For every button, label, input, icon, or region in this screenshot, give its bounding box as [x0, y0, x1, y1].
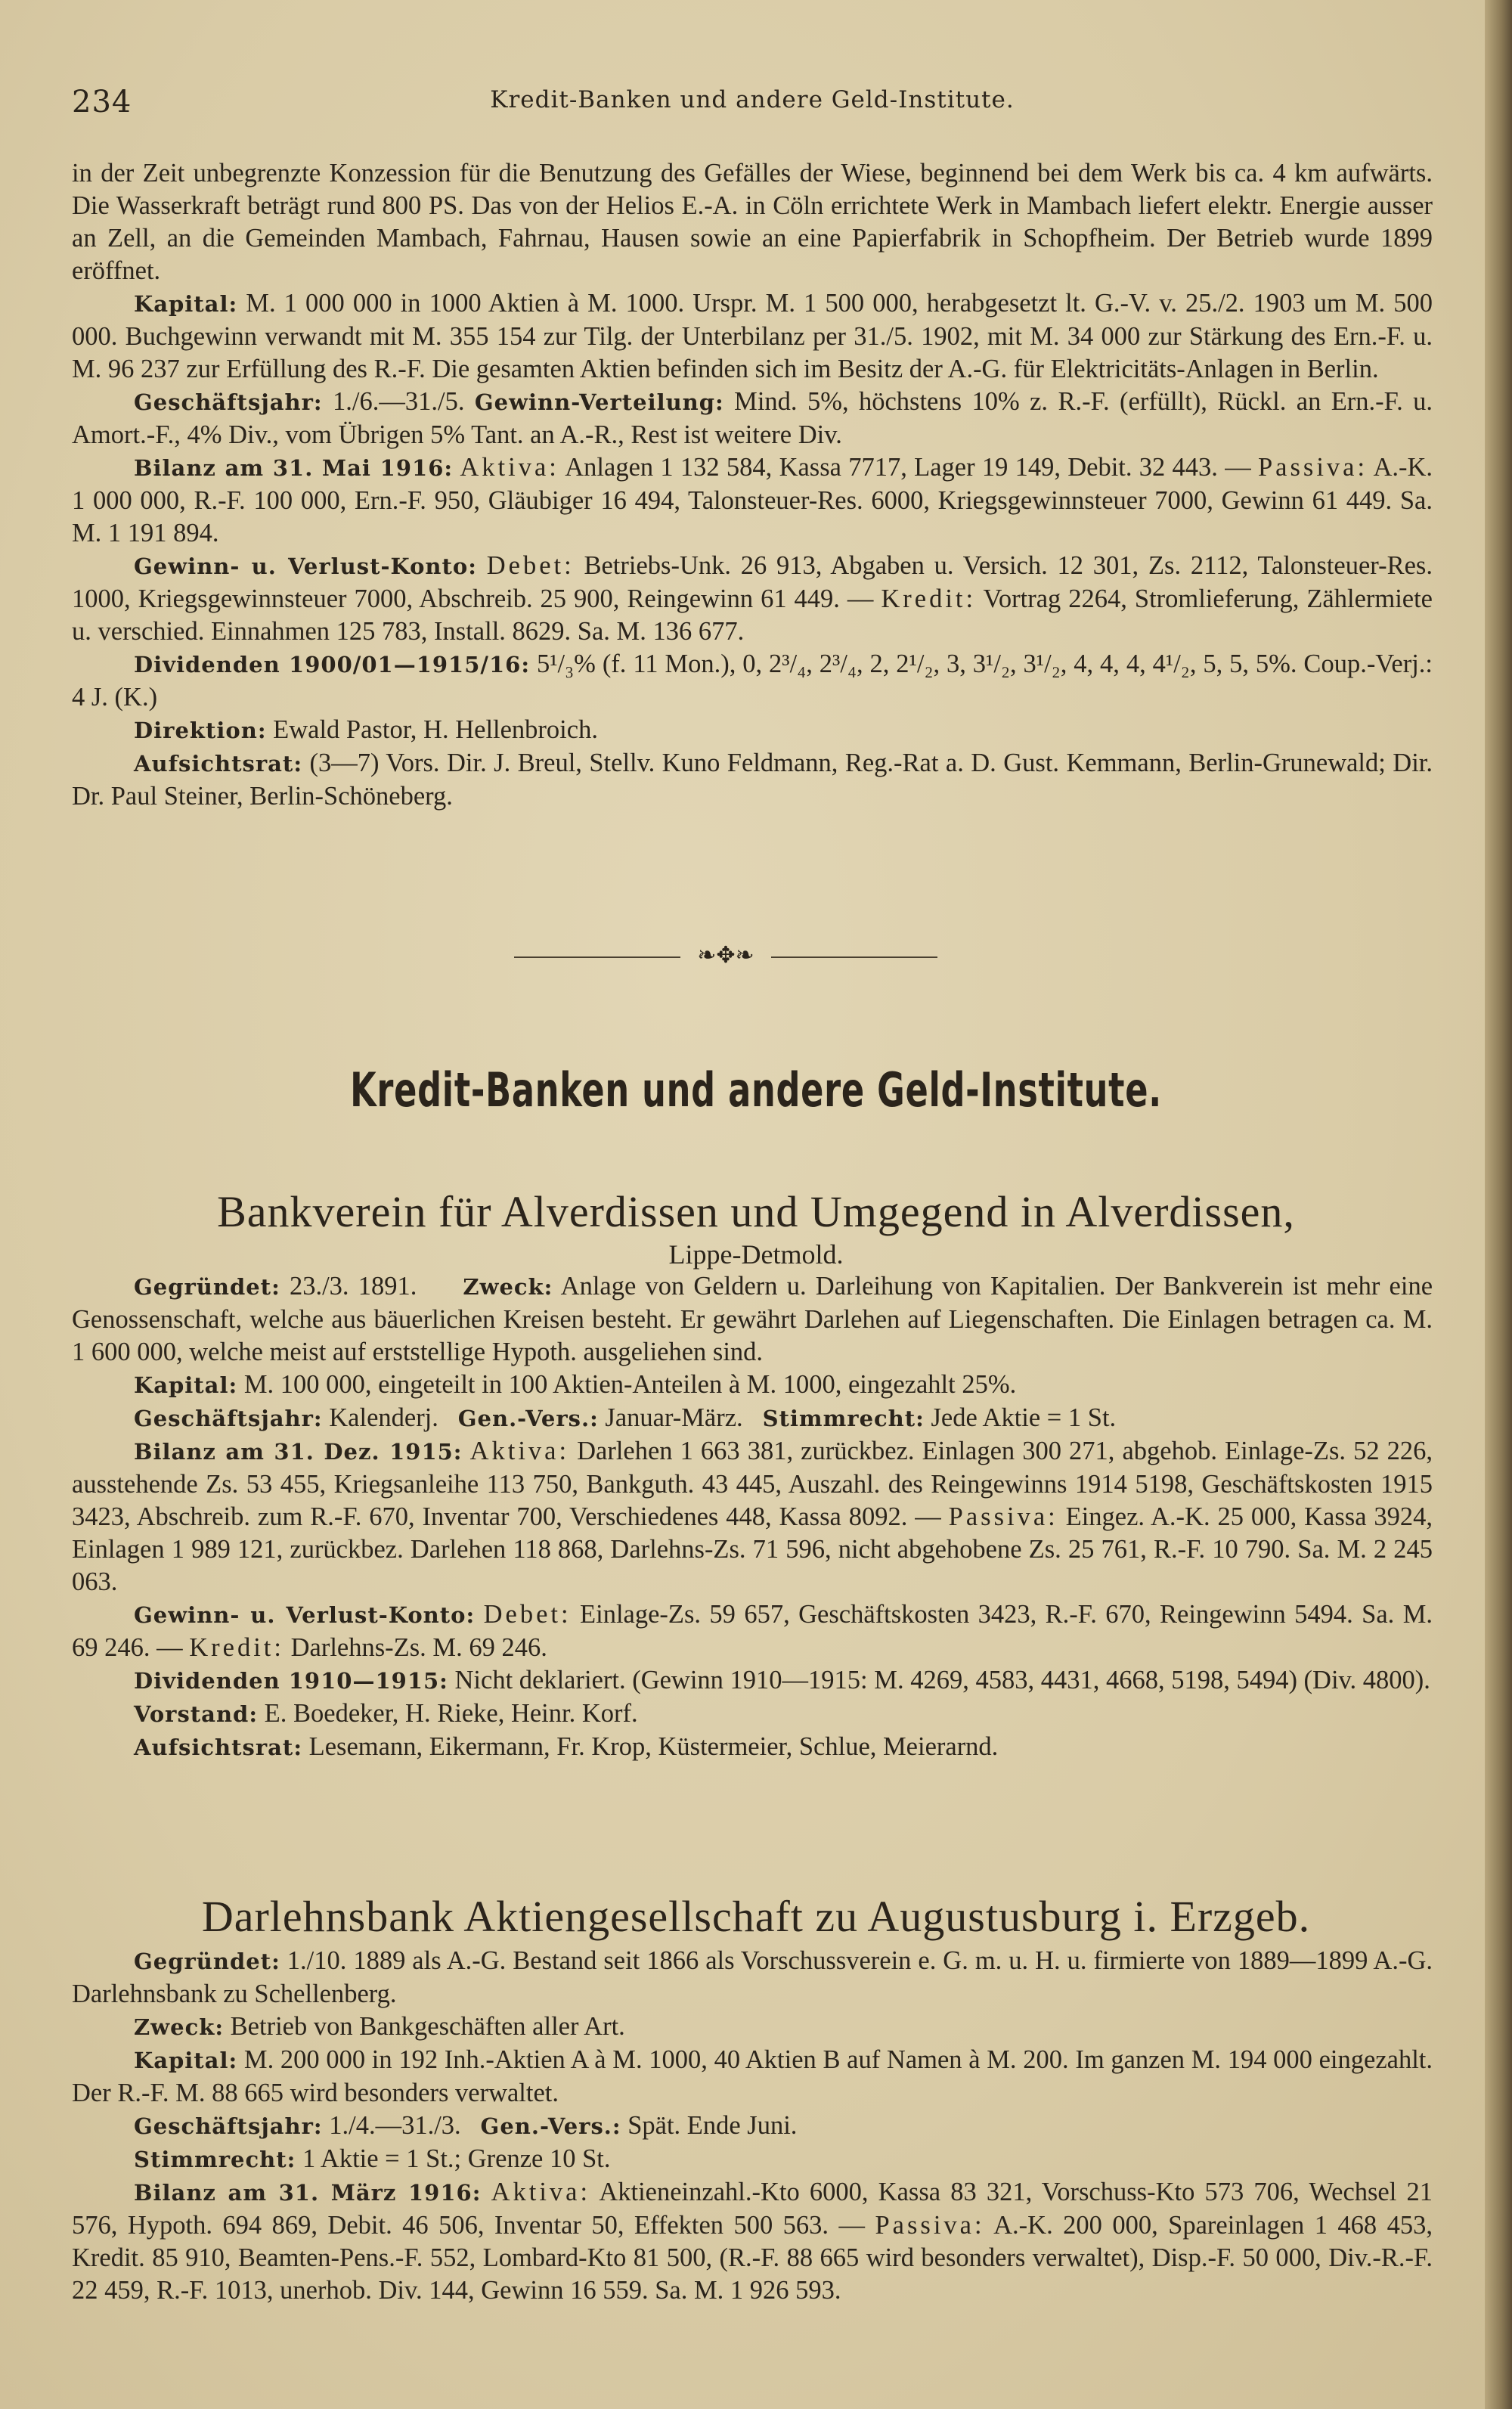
bank1-guv — [72, 1598, 1433, 1664]
bank1-gegruendet — [72, 1270, 1433, 1369]
label-dividenden: Dividenden 1900/01—1915/16: — [134, 652, 531, 677]
passiva-text: A.-K. 200 000, Spareinlagen 1 468 453, Kredit. 85 910, Beamten-Pens.-F. 552, Lombard-Kto 81 500, (R.-F. 88 665 wird besonders verwaltet), Disp.-F. 50 000, Div.-R.-F. 22 459, R.-F. 1013, unerhob. Div. 144, Gewinn 16 559. Sa. M. 1 926 593. — [72, 2211, 1433, 2305]
bank2-gegruendet — [72, 1945, 1433, 2011]
gegruendet-text: 23./3. 1891. — [289, 1272, 417, 1301]
stimmrecht-text: 1 Aktie = 1 St.; Grenze 10 St. — [302, 2144, 611, 2173]
geschaeftsjahr-text: 1./4.—31./3. — [329, 2111, 461, 2140]
page-header — [72, 76, 1433, 129]
bank2-entry — [72, 1945, 1433, 2307]
running-title: Kredit-Banken und andere Geld-Institute. — [490, 86, 1015, 113]
label-geschaeftsjahr: Geschäftsjahr: — [134, 1406, 323, 1431]
bank1-title: Bankverein für Alverdissen und Umgegend in Alverdissen, — [217, 1187, 1295, 1236]
section-title: Kredit-Banken und andere Geld-Institute. — [350, 1062, 1162, 1118]
continued-entry — [72, 157, 1433, 813]
label-genvers: Gen.-Vers.: — [457, 1406, 599, 1431]
label-bilanz: Bilanz am 31. Dez. 1915: — [134, 1439, 463, 1465]
entry-geschaeftsjahr — [72, 386, 1433, 451]
bank1-aufsichtsrat — [72, 1731, 1433, 1764]
label-genvers: Gen.-Vers.: — [480, 2113, 621, 2139]
label-stimmrecht: Stimmrecht: — [134, 2147, 296, 2172]
entry-dividenden — [72, 648, 1433, 714]
kredit-text: Vortrag 2264, Stromlieferung, Zählermiete u. verschied. Einnahmen 125 783, Install. 8629. Sa. M. 136 677. — [72, 584, 1433, 646]
bank1-vorstand — [72, 1697, 1433, 1731]
label-stimmrecht: Stimmrecht: — [762, 1406, 925, 1431]
bank1-geschaeftsjahr — [72, 1402, 1433, 1435]
geschaeftsjahr-text: 1./6.—31./5. — [333, 387, 465, 416]
aufsichtsrat-text: (3—7) Vors. Dir. J. Breul, Stellv. Kuno Feldmann, Reg.-Rat a. D. Gust. Kemmann, Berlin-Grunewald; Dir. Dr. Paul Steiner, Berlin-Schöneberg. — [72, 749, 1433, 811]
dividenden-text: 5¹/₃% (f. 11 Mon.), 0, 2³/₄, 2³/₄, 2, 2¹/₂, 3, 3¹/₂, 3¹/₂, 4, 4, 4, 4¹/₂, 5, 5, 5%. Coup.-Verj.: 4 J. (K.) — [72, 650, 1433, 712]
label-geschaeftsjahr: Geschäftsjahr: — [134, 2113, 323, 2139]
debet-text: Einlage-Zs. 59 657, Geschäftskosten 3423, R.-F. 670, Reingewinn 5494. Sa. M. 69 246. — — [72, 1600, 1433, 1662]
label-gewinnverteilung: Gewinn-Verteilung: — [474, 389, 724, 415]
zweck-text: Betrieb von Bankgeschäften aller Art. — [230, 2012, 625, 2041]
bank1-dividenden — [72, 1664, 1433, 1697]
bank1-kapital — [72, 1369, 1433, 1402]
entry-bilanz — [72, 451, 1433, 550]
label-bilanz: Bilanz am 31. März 1916: — [134, 2180, 482, 2206]
label-direktion: Direktion: — [134, 718, 267, 743]
dividenden-text: Nicht deklariert. (Gewinn 1910—1915: M. 4269, 4583, 4431, 4668, 5198, 5494) (Div. 4800). — [454, 1666, 1430, 1694]
label-geschaeftsjahr: Geschäftsjahr: — [134, 389, 323, 415]
aktiva-text: Aktieneinzahl.-Kto 6000, Kassa 83 321, Vorschuss-Kto 573 706, Wechsel 21 576, Hypoth. 694 869, Debit. 46 506, Inventar 50, Effekten 500 563. — — [72, 2178, 1433, 2240]
bank1-entry — [72, 1270, 1433, 1764]
aktiva-text: Anlagen 1 132 584, Kassa 7717, Lager 19 149, Debit. 32 443. — — [565, 453, 1251, 482]
label-gegruendet: Gegründet: — [134, 1949, 280, 1974]
entry-aufsichtsrat — [72, 747, 1433, 813]
debet-word: Debet: — [486, 551, 575, 580]
passiva-word: Passiva: — [1257, 453, 1368, 482]
page-number: 234 — [72, 85, 132, 119]
kredit-text: Darlehns-Zs. M. 69 246. — [290, 1633, 547, 1662]
debet-text: Betriebs-Unk. 26 913, Abgaben u. Versich. 12 301, Zs. 2112, Talonsteuer-Res. 1000, Kriegsgewinnsteuer 7000, Abschreib. 25 900, Reingewinn 61 449. — — [72, 551, 1433, 613]
entry-kapital — [72, 287, 1433, 386]
genvers-text: Januar-März. — [605, 1403, 743, 1432]
entry-guv — [72, 550, 1433, 648]
divider-line-right — [771, 956, 937, 958]
kredit-word: Kredit: — [881, 584, 977, 613]
kapital-text: M. 200 000 in 192 Inh.-Aktien A à M. 1000, 40 Aktien B auf Namen à M. 200. Im ganzen M. 194 000 eingezahlt. Der R.-F. M. 88 665 wird besonders verwaltet. — [72, 2045, 1433, 2107]
label-gegruendet: Gegründet: — [134, 1274, 280, 1300]
label-guv: Gewinn- u. Verlust-Konto: — [134, 553, 477, 579]
kapital-text: M. 100 000, eingeteilt in 100 Aktien-Anteilen à M. 1000, eingezahlt 25%. — [243, 1370, 1017, 1399]
passiva-text: Eingez. A.-K. 25 000, Kassa 3924, Einlagen 1 989 121, zurückbez. Darlehen 118 868, Darlehns-Zs. 71 596, nicht abgehobene Zs. 25 761, R.-F. 10 790. Sa. M. 2 245 063. — [72, 1502, 1433, 1596]
entry-intro: in der Zeit unbegrenzte Konzession für die Benutzung des Gefälles der Wiese, beginnend bei dem Werk bis ca. 4 km aufwärts. Die Wasserkraft beträgt rund 800 PS. Das von der Helios E.-A. in Cöln errichtete Werk in Mambach liefert elektr. Energie ausser an Zell, an die Gemeinden Mambach, Fahrnau, Hausen sowie an eine Papierfabrik in Schopfheim. Der Betrieb wurde 1899 eröffnet. — [72, 159, 1433, 285]
ornament-mark-icon: ❧✥❧ — [697, 942, 754, 969]
label-guv: Gewinn- u. Verlust-Konto: — [134, 1602, 476, 1628]
aktiva-word: Aktiva: — [469, 1437, 570, 1465]
label-bilanz: Bilanz am 31. Mai 1916: — [134, 455, 454, 481]
aktiva-text: Darlehen 1 663 381, zurückbez. Einlagen 300 271, abgehob. Einlage-Zs. 52 226, ausstehende Zs. 53 455, Kriegsanleihe 113 750, Bankguth. 43 445, Auszahl. des Reingewinns 1914 5198, Geschäftskosten 1915 3423, Abschreib. zum R.-F. 670, Inventar 700, Verschiedenes 448, Kassa 8092. — — [72, 1437, 1433, 1531]
bank2-kapital — [72, 2044, 1433, 2110]
bank2-stimmrecht — [72, 2143, 1433, 2176]
aufsichtsrat-text: Lesemann, Eikermann, Fr. Krop, Küstermeier, Schlue, Meierarnd. — [308, 1732, 999, 1761]
passiva-text: A.-K. 1 000 000, R.-F. 100 000, Ern.-F. 950, Gläubiger 16 494, Talonsteuer-Res. 6000, Kriegsgewinnsteuer 7000, Gewinn 61 449. Sa. M. 1 191 894. — [72, 453, 1433, 547]
gewinnverteilung-text: Mind. 5%, höchstens 10% z. R.-F. (erfüllt), Rückl. an Ern.-F. u. Amort.-F., 4% Div., vom Übrigen 5% Tant. an A.-R., Rest ist weitere Div. — [72, 387, 1433, 449]
gegruendet-text: 1./10. 1889 als A.-G. Bestand seit 1866 als Vorschussverein e. G. m. u. H. u. firmierte von 1889—1899 A.-G. Darlehnsbank zu Schellenberg. — [72, 1946, 1433, 2008]
label-zweck: Zweck: — [463, 1274, 553, 1300]
passiva-word: Passiva: — [948, 1502, 1058, 1531]
vorstand-text: E. Boedeker, H. Rieke, Heinr. Korf. — [264, 1699, 638, 1728]
label-vorstand: Vorstand: — [134, 1701, 259, 1727]
label-aufsichtsrat: Aufsichtsrat: — [134, 751, 303, 777]
label-kapital: Kapital: — [134, 2048, 238, 2073]
bank2-title: Darlehnsbank Aktiengesellschaft zu Augustusburg i. Erzgeb. — [201, 1892, 1311, 1941]
kapital-text: M. 1 000 000 in 1000 Aktien à M. 1000. Urspr. M. 1 500 000, herabgesetzt lt. G.-V. v. 25./2. 1903 um M. 500 000. Buchgewinn verwandt mit M. 355 154 zur Tilg. der Unterbilanz per 31./5. 1902, mit M. 34 000 zur Stärkung des Ern.-F. u. M. 96 237 zur Erfüllung des R.-F. Die gesamten Aktien befinden sich im Besitz der A.-G. für Elektricitäts-Anlagen in Berlin. — [72, 289, 1433, 383]
debet-word: Debet: — [483, 1600, 572, 1629]
entry-direktion — [72, 714, 1433, 747]
bank2-bilanz — [72, 2176, 1433, 2307]
bank1-subtitle: Lippe-Detmold. — [668, 1239, 844, 1270]
geschaeftsjahr-text: Kalenderj. — [329, 1403, 438, 1432]
bank2-geschaeftsjahr — [72, 2110, 1433, 2143]
label-kapital: Kapital: — [134, 291, 238, 317]
label-dividenden: Dividenden 1910—1915: — [134, 1668, 448, 1694]
bank1-bilanz — [72, 1435, 1433, 1598]
section-divider-ornament — [514, 942, 937, 969]
genvers-text: Spät. Ende Juni. — [627, 2111, 798, 2140]
label-zweck: Zweck: — [134, 2014, 225, 2040]
stimmrecht-text: Jede Aktie = 1 St. — [931, 1403, 1117, 1432]
aktiva-word: Aktiva: — [491, 2178, 591, 2206]
direktion-text: Ewald Pastor, H. Hellenbroich. — [273, 715, 598, 744]
book-spine-edge — [1485, 0, 1512, 2409]
bank2-zweck — [72, 2011, 1433, 2044]
zweck-text: Anlage von Geldern u. Darleihung von Kapitalien. Der Bankverein ist mehr eine Genossenschaft, welche aus bäuerlichen Kreisen besteht. Er gewährt Darlehen auf Liegenschaften. Die Einlagen betragen ca. M. 1 600 000, welche meist auf erststellige Hypoth. ausgeliehen sind. — [72, 1272, 1433, 1366]
label-kapital: Kapital: — [134, 1372, 238, 1398]
passiva-word: Passiva: — [875, 2211, 985, 2240]
kredit-word: Kredit: — [189, 1633, 284, 1662]
aktiva-word: Aktiva: — [460, 453, 559, 482]
label-aufsichtsrat: Aufsichtsrat: — [134, 1735, 303, 1760]
